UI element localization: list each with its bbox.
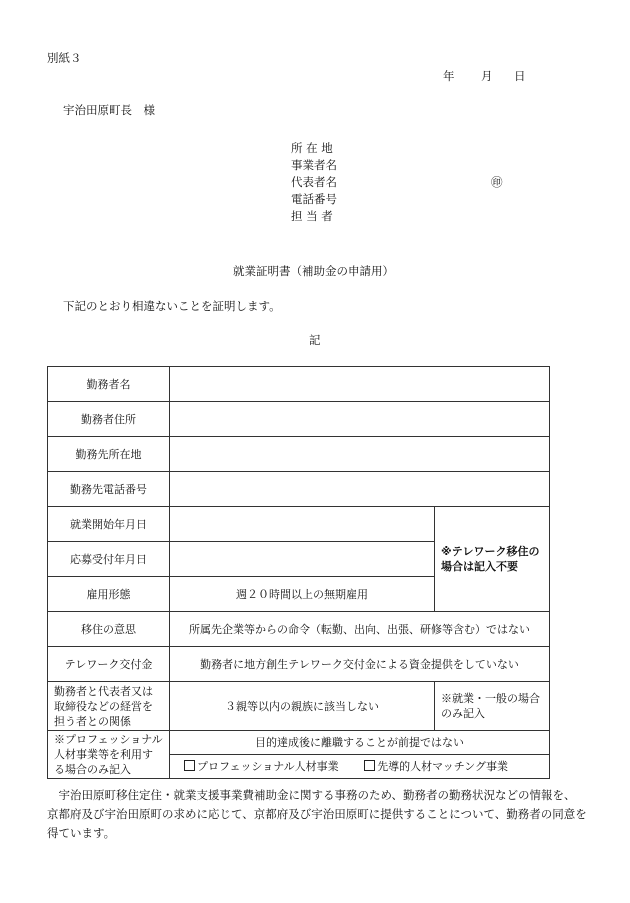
ki-mark: 記 (309, 333, 321, 347)
worker-address-label: 勤務者住所 (48, 402, 170, 437)
checkbox-professional[interactable] (184, 760, 195, 771)
footer-consent-text: 宇治田原町移住定住・就業支援事業費補助金に関する事務のため、勤務者の勤務状況などの情報を、京都府及び宇治田原町の求めに応じて、京都府及び宇治田原町に提供することについて、勤務者の同意を得ています。 (47, 788, 587, 840)
telework-note: ※テレワーク移住の場合は記入不要 (435, 507, 550, 612)
relation-label: 勤務者と代表者又は取締役などの経営を担う者との関係 (48, 682, 170, 731)
option-leading[interactable] (364, 760, 508, 773)
application-date-label: 応募受付年月日 (48, 542, 170, 577)
worker-name-field[interactable] (170, 367, 550, 402)
certificate-table (47, 366, 550, 779)
employment-type-value: 週２０時間以上の無期雇用 (170, 577, 435, 612)
workplace-address-label: 勤務先所在地 (48, 437, 170, 472)
date-year: 年 (443, 69, 455, 83)
applicant-contact-label: 担 当 者 (291, 209, 333, 223)
professional-label: ※プロフェッショナル人材事業等を利用する場合のみ記入 (48, 731, 170, 779)
applicant-address-label: 所 在 地 (291, 141, 333, 155)
addressee: 宇治田原町長 様 (63, 103, 155, 117)
checkbox-leading[interactable] (364, 760, 375, 771)
seal-mark: ㊞ (491, 175, 503, 189)
attachment-number: 別紙３ (47, 51, 82, 65)
start-date-field[interactable] (170, 507, 435, 542)
workplace-address-field[interactable] (170, 437, 550, 472)
telework-grant-value: 勤務者に地方創生テレワーク交付金による資金提供をしていない (170, 647, 550, 682)
intro-text: 下記のとおり相違ないことを証明します。 (63, 299, 281, 313)
relation-note: ※就業・一般の場合のみ記入 (435, 682, 550, 731)
relocation-intent-value: 所属先企業等からの命令（転勤、出向、出張、研修等含む）ではない (170, 612, 550, 647)
employment-type-label: 雇用形態 (48, 577, 170, 612)
date-day: 日 (514, 69, 526, 83)
option-professional-label: プロフェッショナル人材事業 (197, 760, 339, 773)
applicant-company-label: 事業者名 (291, 158, 337, 172)
worker-name-label: 勤務者名 (48, 367, 170, 402)
relocation-intent-label: 移住の意思 (48, 612, 170, 647)
start-date-label: 就業開始年月日 (48, 507, 170, 542)
telework-grant-label: テレワーク交付金 (48, 647, 170, 682)
professional-value: 目的達成後に離職することが前提ではない (170, 731, 550, 755)
option-professional[interactable] (184, 760, 339, 773)
date-month: 月 (481, 69, 493, 83)
option-leading-label: 先導的人材マッチング事業 (377, 760, 508, 773)
relation-value: ３親等以内の親族に該当しない (170, 682, 435, 731)
document-title: 就業証明書（補助金の申請用） (233, 264, 394, 278)
professional-options (170, 755, 550, 779)
applicant-representative-label: 代表者名 (291, 175, 337, 189)
application-date-field[interactable] (170, 542, 435, 577)
workplace-phone-field[interactable] (170, 472, 550, 507)
workplace-phone-label: 勤務先電話番号 (48, 472, 170, 507)
worker-address-field[interactable] (170, 402, 550, 437)
applicant-phone-label: 電話番号 (291, 192, 337, 206)
